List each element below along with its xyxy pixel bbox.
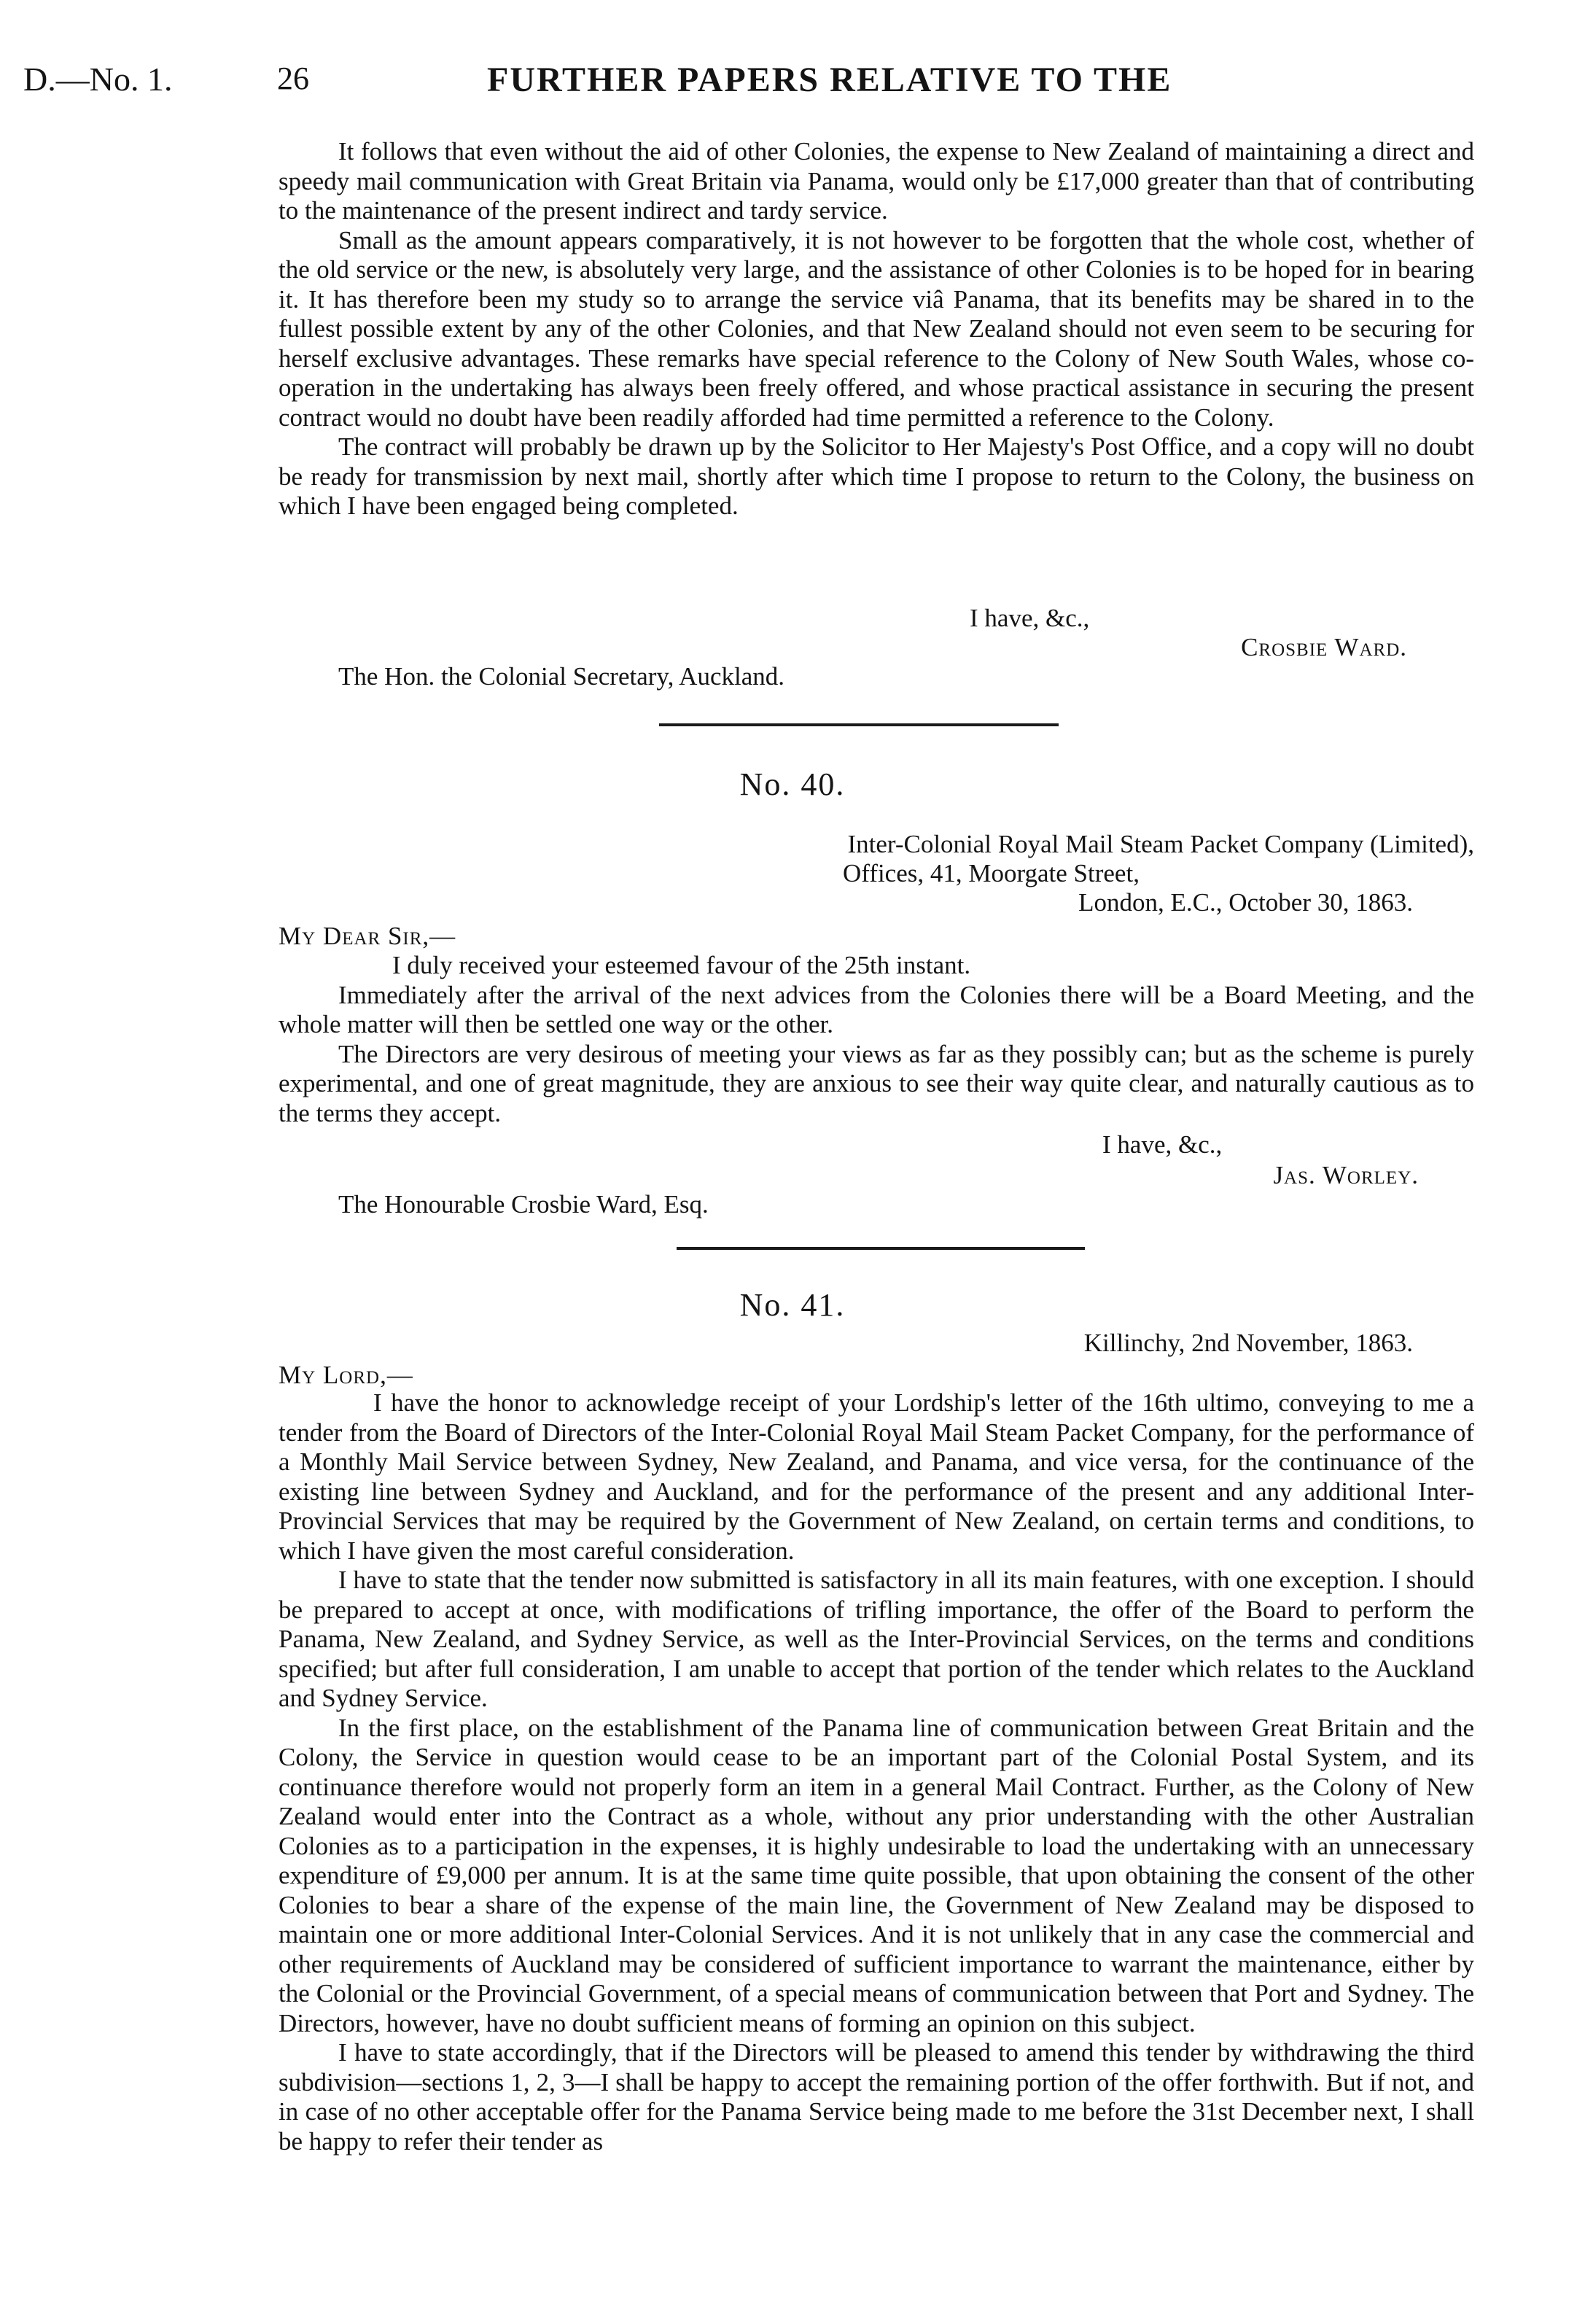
paragraph: I have to state accordingly, that if the Directors will be pleased to amend this tender by withdrawing the third subdivision—sections 1, 2, 3—I shall be happy to accept the remaining portion of the offer forthwith. But if not, and in case of no other acceptable offer for the Panama Service being made to me before the 31st December next, I shall be happy to refer their tender as	[279, 2038, 1474, 2156]
signature: Crosbie Ward.	[1241, 633, 1407, 661]
document-reference: D.—No. 1.	[23, 61, 173, 98]
dateline: Killinchy, 2nd November, 1863.	[1083, 1329, 1413, 1357]
closing: I have, &c.,	[1102, 1130, 1223, 1159]
letter-41-body	[279, 1388, 1474, 2156]
address-line: Inter-Colonial Royal Mail Steam Packet Company (Limited),	[847, 830, 1474, 858]
running-title: FURTHER PAPERS RELATIVE TO THE	[487, 61, 1172, 99]
section-divider	[677, 1247, 1085, 1250]
paragraph: In the first place, on the establishment of the Panama line of communication between Great Britain and the Colony, the Service in question would cease to be an important part of the Colonial Postal System, and its continuance therefore would not properly form an item in a general Mail Contract. Further, as the Colony of New Zealand would enter into the Contract as a whole, without any prior understanding with the other Australian Colonies as to a participation in the expenses, it is highly undesirable to load the undertaking with an unnecessary expenditure of £9,000 per annum. It is at the same time quite possible, that upon obtaining the consent of the other Colonies to bear a share of the expense of the main line, the Government of New Zealand may be disposed to maintain one or more additional Inter-Colonial Services. And it is not unlikely that in any case the commercial and other requirements of Auckland may be considered of sufficient importance to warrant the maintenance, either by the Colonial or the Provincial Government, of a special means of communication between that Port and Sydney. The Directors, however, have no doubt sufficient means of forming an opinion on this subject.	[279, 1713, 1474, 2037]
section-divider	[659, 723, 1059, 726]
paragraph: I duly received your esteemed favour of the 25th instant.	[392, 951, 971, 979]
addressee: The Honourable Crosbie Ward, Esq.	[338, 1190, 709, 1219]
paragraph: I have the honor to acknowledge receipt of your Lordship's letter of the 16th ultimo, conveying to me a tender from the Board of Directors of the Inter-Colonial Royal Mail Steam Packet Company, for the performance of a Monthly Mail Service between Sydney, New Zealand, and Panama, and vice versa, for the continuance of the existing line between Sydney and Auckland, and for the performance of the present and any additional Inter-Provincial Services that may be required by the Government of New Zealand, on certain terms and conditions, to which I have given the most careful consideration.	[279, 1388, 1474, 1565]
salutation: My Lord,—	[279, 1361, 413, 1389]
paragraph: Small as the amount appears comparatively, it is not however to be forgotten that the whole cost, whether of the old service or the new, is absolutely very large, and the assistance of other Colonies is to be hoped for in bearing it. It has therefore been my study so to arrange the service viâ Panama, that its benefits may be shared in to the fullest possible extent by any of the other Colonies, and that New Zealand should not even seem to be securing for herself exclusive advantages. These remarks have special reference to the Colony of New South Wales, whose co-operation in the undertaking has always been freely offered, and whose practical assistance in securing the present contract would no doubt have been readily afforded had time permitted a reference to the Colony.	[279, 225, 1474, 432]
page-number: 26	[277, 61, 309, 96]
salutation: My Dear Sir,—	[279, 922, 456, 950]
paragraph: It follows that even without the aid of other Colonies, the expense to New Zealand of maintaining a direct and speedy mail communication with Great Britain via Panama, would only be £17,000 greater than that of contributing to the maintenance of the present indirect and tardy service.	[279, 137, 1474, 225]
letter-number: No. 40.	[739, 766, 846, 802]
addressee: The Hon. the Colonial Secretary, Auckland.	[338, 662, 785, 691]
paragraph: The Directors are very desirous of meeting your views as far as they possibly can; but as the scheme is purely experimental, and one of great magnitude, they are anxious to see their way quite clear, and naturally cautious as to the terms they accept.	[279, 1039, 1474, 1127]
paragraph: Immediately after the arrival of the next advices from the Colonies there will be a Board Meeting, and the whole matter will then be settled one way or the other.	[279, 980, 1474, 1038]
letter-40-body	[279, 951, 1474, 1128]
continued-letter-body	[279, 137, 1474, 521]
letter-number: No. 41.	[739, 1287, 846, 1323]
dateline: London, E.C., October 30, 1863.	[1078, 888, 1413, 917]
paragraph: I have to state that the tender now submitted is satisfactory in all its main features, with one exception. I should be prepared to accept at once, with modifications of trifling importance, the offer of the Board to perform the Panama, New Zealand, and Sydney Service, as well as the Inter-Provincial Services, on the terms and conditions specified; but after full consideration, I am unable to accept that portion of the tender which relates to the Auckland and Sydney Service.	[279, 1566, 1474, 1712]
address-line: Offices, 41, Moorgate Street,	[843, 859, 1140, 887]
signature: Jas. Worley.	[1273, 1161, 1419, 1189]
paragraph: The contract will probably be drawn up by the Solicitor to Her Majesty's Post Office, and a copy will no doubt be ready for transmission by next mail, shortly after which time I propose to return to the Colony, the business on which I have been engaged being completed.	[279, 432, 1474, 520]
running-header	[0, 60, 1585, 111]
closing: I have, &c.,	[970, 604, 1090, 632]
